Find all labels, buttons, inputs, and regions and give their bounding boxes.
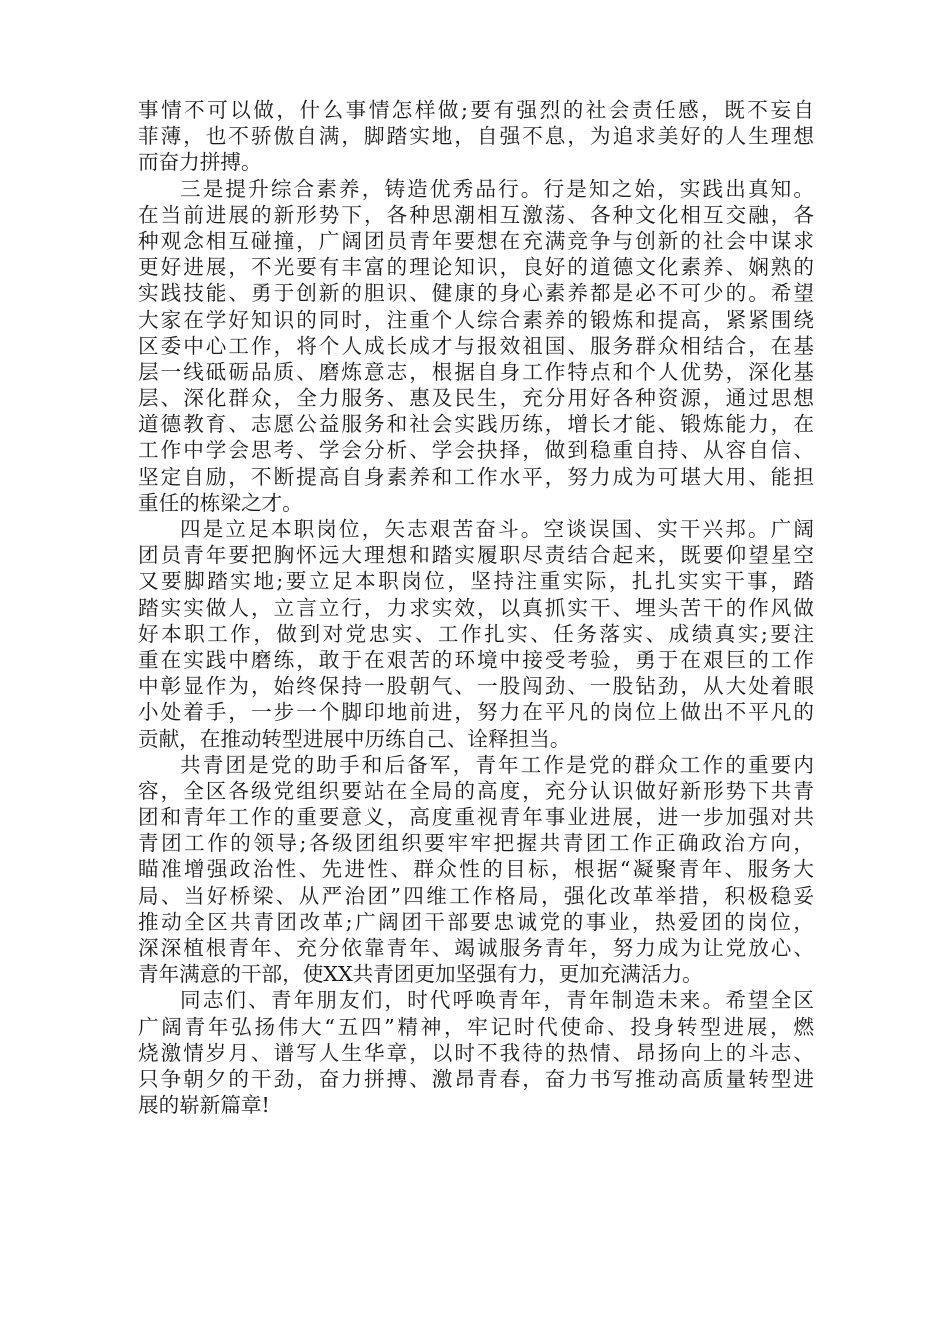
text-line: 只争朝夕的干劲，奋力拼搏、激昂青春，奋力书写推动高质量转型进 [138,1066,814,1091]
text-line: 工作中学会思考、学会分析、学会抉择，做到稳重自持、从容自信、 [138,438,814,463]
text-line: 瞄准增强政治性、先进性、群众性的目标，根据“凝聚青年、服务大 [138,857,814,882]
text-line: 坚定自励，不断提高自身素养和工作水平，努力成为可堪大用、能担 [138,464,814,489]
text-line: 又要脚踏实地;要立足本职岗位，坚持注重实际，扎扎实实干事，踏 [138,569,814,594]
text-line: 推动全区共青团改革;广阔团干部要忠诚党的事业，热爱团的岗位， [138,909,814,934]
text-line: 团和青年工作的重要意义，高度重视青年事业进展，进一步加强对共 [138,805,814,830]
paragraph [138,752,814,988]
text-line: 局、当好桥梁、从严治团”四维工作格局，强化改革举措，积极稳妥 [138,883,814,908]
paragraph [138,516,814,752]
text-line: 广阔青年弘扬伟大“五四”精神，牢记时代使命、投身转型进展，燃 [138,1014,814,1039]
body-text [138,97,814,1118]
text-line: 中彰显作为，始终保持一股朝气、一股闯劲、一股钻劲，从大处着眼 [138,674,814,699]
text-line: 大家在学好知识的同时，注重个人综合素养的锻炼和提高，紧紧围绕 [138,307,814,332]
text-line: 展的崭新篇章! [138,1093,270,1118]
paragraph [138,987,814,1118]
text-line: 重在实践中磨练，敢于在艰苦的环境中接受考验，勇于在艰巨的工作 [138,647,814,672]
text-line: 三是提升综合素养，铸造优秀品行。行是知之始，实践出真知。 [180,176,814,201]
text-line: 更好进展，不光要有丰富的理论知识，良好的道德文化素养、娴熟的 [138,255,814,280]
text-line: 区委中心工作，将个人成长成才与报效祖国、服务群众相结合，在基 [138,333,814,358]
text-line: 贡献，在推动转型进展中历练自己、诠释担当。 [138,726,571,751]
text-line: 实践技能、勇于创新的胆识、健康的身心素养都是必不可少的。希望 [138,281,814,306]
text-line: 层一线砥砺品质、磨炼意志，根据自身工作特点和个人优势，深化基 [138,359,814,384]
text-line: 而奋力拼搏。 [138,150,262,175]
text-line: 四是立足本职岗位，矢志艰苦奋斗。空谈误国、实干兴邦。广阔 [180,517,814,541]
text-line: 共青团是党的助手和后备军，青年工作是党的群众工作的重要内 [180,752,814,777]
text-line: 在当前进展的新形势下，各种思潮相互激荡、各种文化相互交融，各 [138,202,814,227]
text-line: 重任的栋梁之才。 [138,490,303,515]
text-line: 烧激情岁月、谱写人生华章，以时不我待的热情、昂扬向上的斗志、 [138,1040,814,1065]
text-line: 踏实实做人，立言立行，力求实效，以真抓实干、埋头苦干的作风做 [138,595,814,620]
paragraph [138,176,814,516]
text-line: 菲薄，也不骄傲自满，脚踏实地，自强不息，为追求美好的人生理想 [138,124,814,149]
text-line: 好本职工作，做到对党忠实、工作扎实、任务落实、成绩真实;要注 [138,621,814,646]
text-line: 小处着手，一步一个脚印地前进，努力在平凡的岗位上做出不平凡的 [138,700,814,725]
paragraph [138,97,814,176]
text-line: 青年满意的干部，使XX共青团更加坚强有力，更加充满活力。 [138,962,703,987]
text-line: 层、深化群众，全力服务、惠及民生，充分用好各种资源，通过思想 [138,386,814,411]
text-line: 容，全区各级党组织要站在全局的高度，充分认识做好新形势下共青 [138,778,814,803]
text-line: 青团工作的领导;各级团组织要牢牢把握共青团工作正确政治方向， [138,831,814,856]
text-line: 道德教育、志愿公益服务和社会实践历练，增长才能、锻炼能力，在 [138,412,814,437]
text-line: 同志们、青年朋友们，时代呼唤青年，青年制造未来。希望全区 [180,988,814,1013]
text-line: 团员青年要把胸怀远大理想和踏实履职尽责结合起来，既要仰望星空 [138,543,814,568]
text-line: 种观念相互碰撞，广阔团员青年要想在充满竞争与创新的社会中谋求 [138,228,814,253]
text-line: 深深植根青年、充分依靠青年、竭诚服务青年，努力成为让党放心、 [138,936,814,960]
text-line: 事情不可以做，什么事情怎样做;要有强烈的社会责任感，既不妄自 [138,98,814,122]
